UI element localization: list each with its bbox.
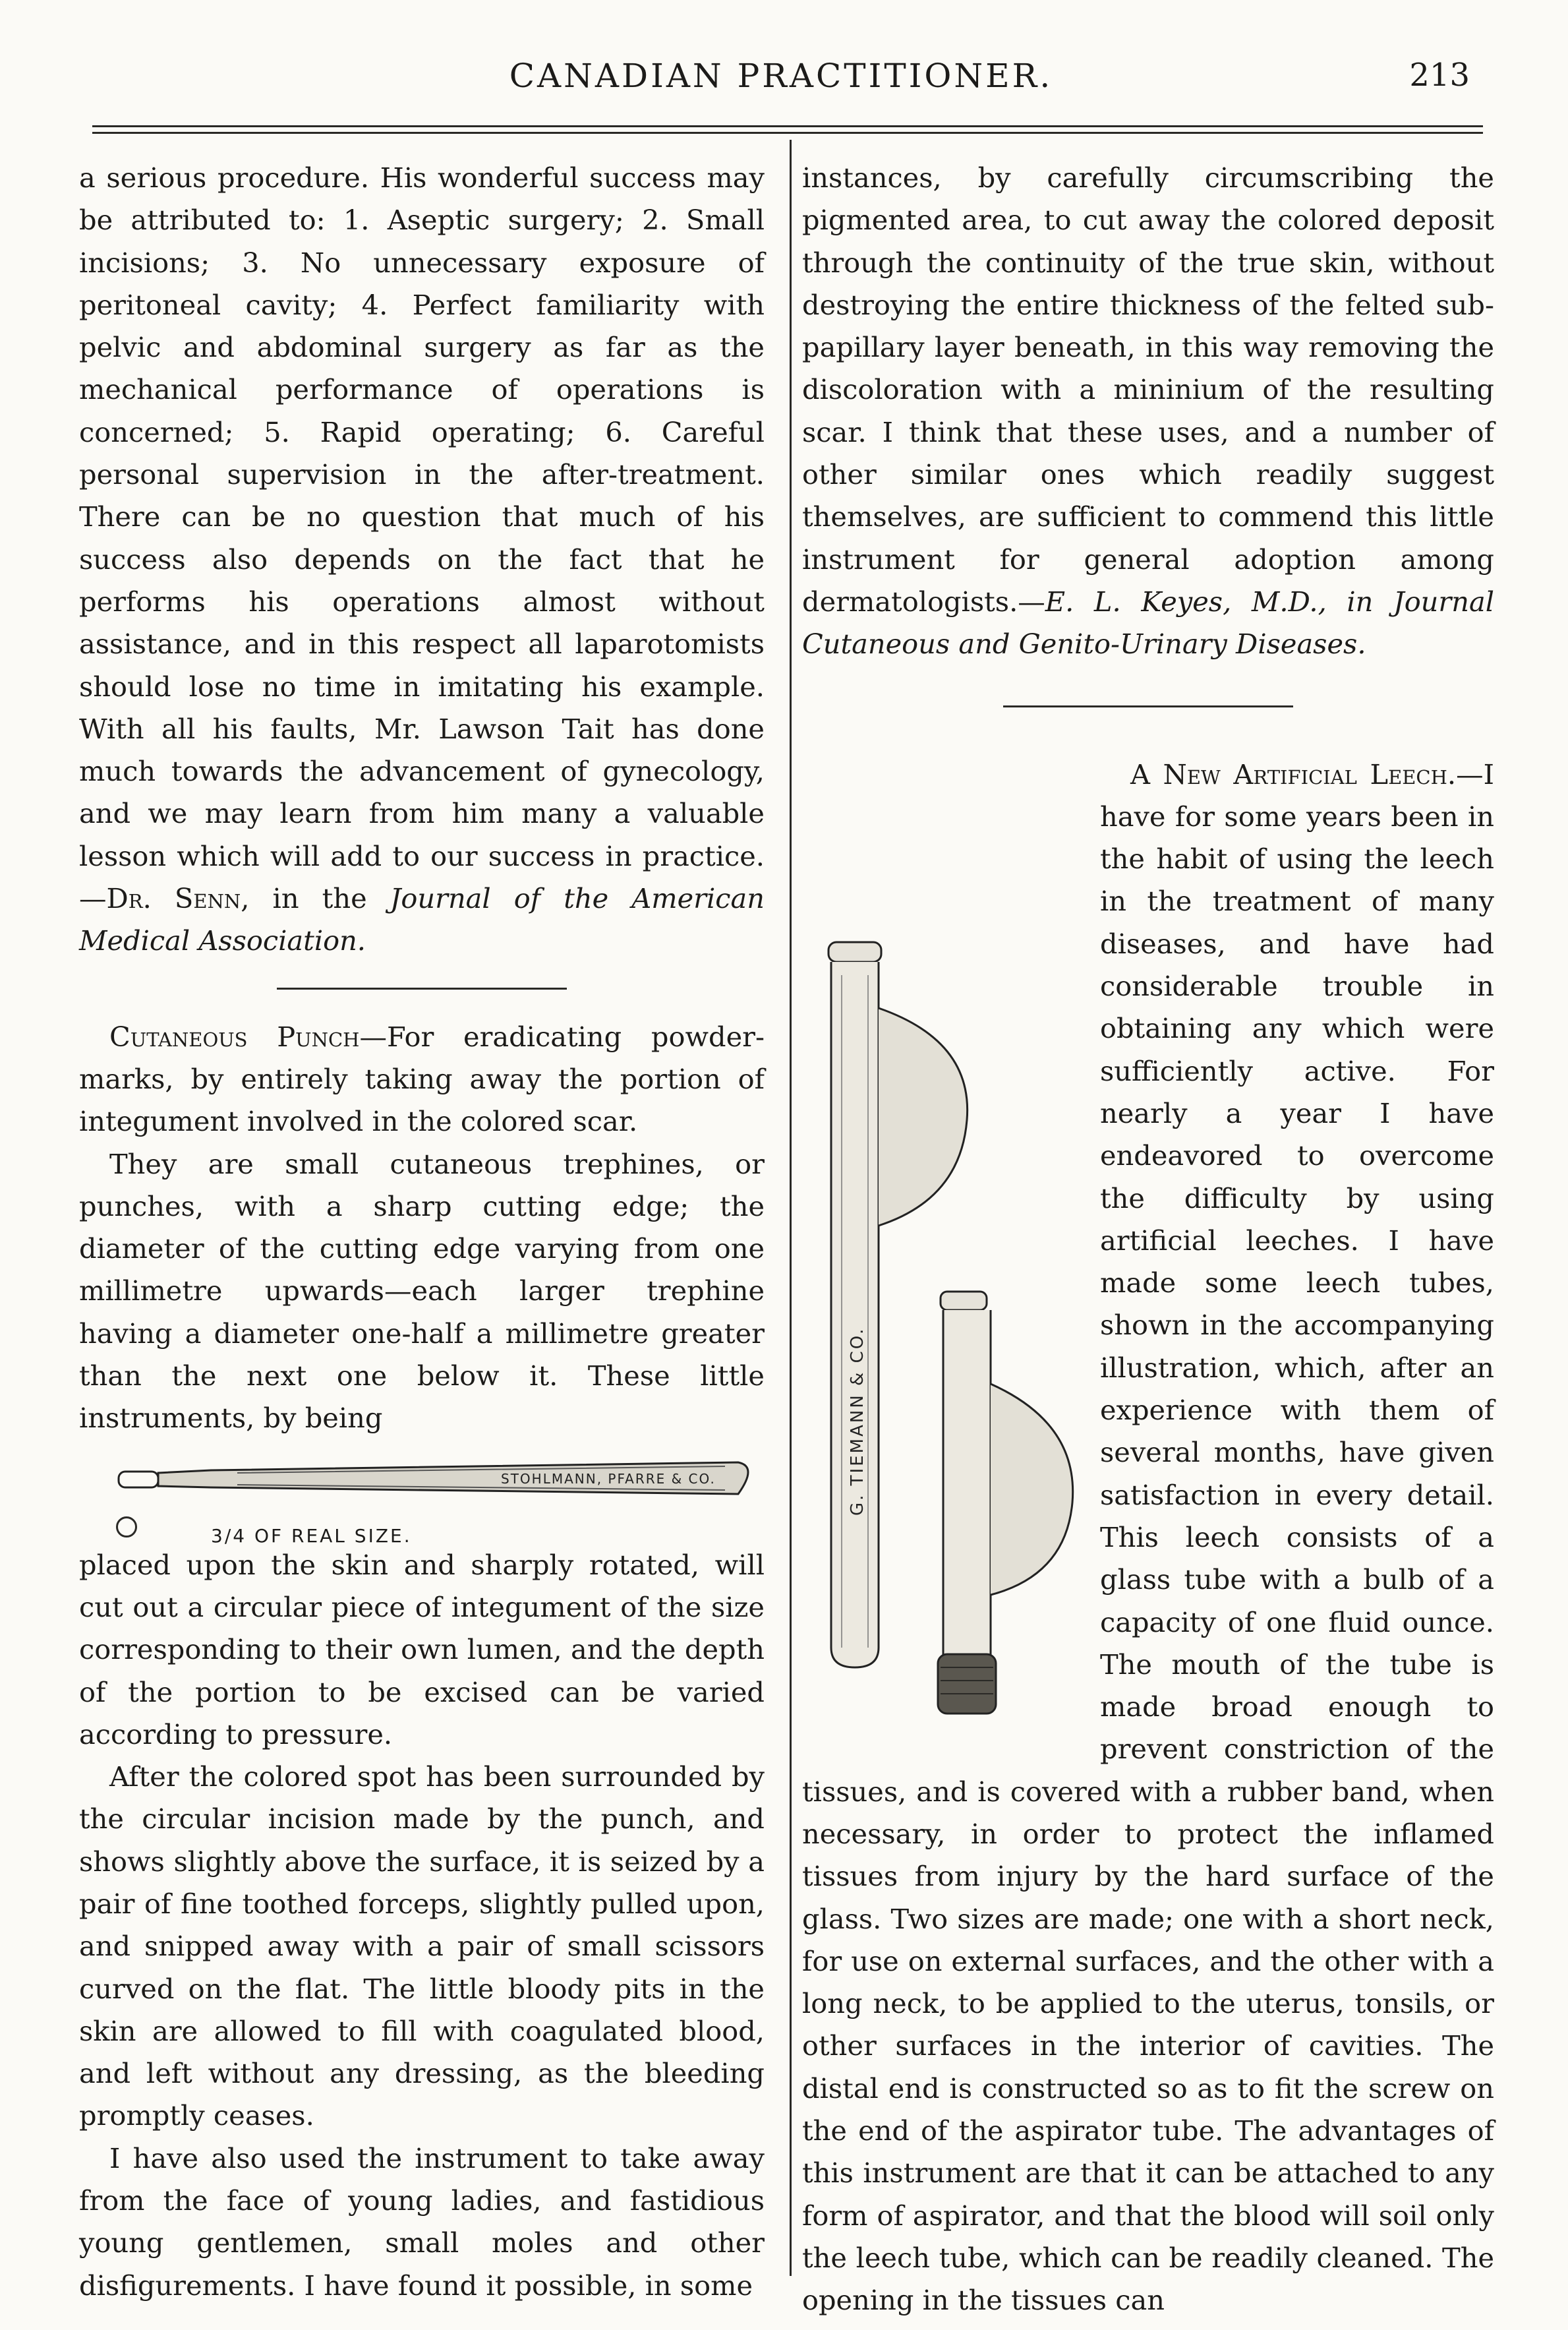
long-tube-bulb — [879, 1008, 968, 1226]
running-title: CANADIAN PRACTITIONER. — [509, 57, 1053, 95]
punch-stamp: STOHLMANN, PFARRE & CO. — [501, 1470, 716, 1487]
leech-figure — [802, 922, 1092, 1747]
column-divider — [790, 140, 792, 2276]
punch-heading: Cutaneous Punch — [109, 1020, 360, 1053]
left-column — [79, 157, 765, 2307]
tait-paragraph: a serious procedure. His wonderful success may be attributed to: 1. Aseptic surgery; 2. Small incisions; 3. No unnecessary exposure of peritoneal cavity; 4. Perfect familiarity with pelvic and abdominal surgery as far as the mechanical performance of operations is concerned; 5. Rapid operating; 6. Careful personal supervision in the after-treatment. There can be no question that much of his success also depends on the fact that he performs his operations almost without assistance, and in this respect all laparotomists should lose no time in imitating his example. With all his faults, Mr. Lawson Tait has done much towards the advancement of gynecology, and we may learn from him many a valuable lesson which will add to our success in practice.—Dr. Senn, in the Journal of the American Medical Association. — [79, 162, 765, 957]
leech-heading: A New Artificial Leech. — [1130, 758, 1457, 791]
punch-figure — [79, 1447, 765, 1547]
punch-intro: Cutaneous Punch—For eradicating powder-marks, by entirely taking away the portion of integument involved in the colored scar. — [79, 1020, 765, 1138]
right-column — [802, 157, 1494, 2322]
leech-stamp: G. TIEMANN & CO. — [848, 1327, 867, 1516]
leech-illustration — [802, 922, 1092, 1747]
keyes-paragraph: instances, by carefully circumscribing the pigmented area, to cut away the colored deposit through the continuity of the true skin, without destroying the entire thickness of the felted sub-papillary layer beneath, in this way removing the discoloration with a mininium of the resulting scar. I think that these uses, and a number of other similar ones which readily suggest themselves, are sufficient to commend this little instrument for general adoption among dermatologists.—E. L. Keyes, M.D., in Journal Cutaneous and Genito-Urinary Diseases. — [802, 162, 1494, 661]
rubber-band — [938, 1654, 996, 1714]
long-tube-body — [831, 962, 879, 1667]
author-senn: Dr. Senn — [106, 882, 241, 915]
section-separator — [277, 988, 567, 990]
punch-tip — [119, 1472, 158, 1487]
punch-illustration — [105, 1447, 765, 1519]
page-header — [66, 57, 1496, 109]
punch-paragraph-2: placed upon the skin and sharply rotated, will cut out a circular piece of integument of the size corresponding to their own lumen, and the depth of the portion to be excised can be varied according to pressure. — [79, 1548, 765, 1750]
page-number: 213 — [1409, 57, 1470, 94]
punch-paragraph-4: I have also used the instrument to take away from the face of young ladies, and fastidious young gentlemen, small moles and other disfigurements. I have found it possible, in some — [79, 2141, 765, 2302]
punch-paragraph-1: They are small cutaneous trephines, or punches, with a sharp cutting edge; the diameter of the cutting edge varying from one millimetre upwards—each larger trephine having a diameter one-half a millimetre greater than the next one below it. These little instruments, by being — [79, 1147, 765, 1435]
header-rule-top — [92, 125, 1483, 127]
leech-paragraph: A New Artificial Leech.—I have for some years been in the habit of using the leech in the treatment of many diseases, and have had considerable trouble in obtaining any which were sufficiently active. For nearly a year I have endeavored to overcome the difficulty by using artificial leeches. I have made some leech tubes, shown in the accompanying illustration, which, after an experience with them of several months, have given satisfaction in every detail. This leech consists of a glass tube with a bulb of a capacity of one fluid ounce. The mouth of the tube is made broad enough to prevent constriction of the tissues, and is covered with a rubber band, when necessary, in order to protect the inflamed tissues from injury by the hard surface of the glass. Two sizes are made; one with a short neck, for use on external surfaces, and the other with a long neck, to be applied to the uterus, tonsils, or other surfaces in the interior of cavities. The distal end is constructed so as to fit the screw on the end of the aspirator tube. The advantages of this instrument are that it can be attached to any form of aspirator, and that the blood will soil only the leech tube, which can be readily cleaned. The opening in the tissues can — [802, 758, 1494, 2317]
punch-paragraph-3: After the colored spot has been surrounded by the circular incision made by the punch, and shows slightly above the surface, it is seized by a pair of fine toothed forceps, slightly pulled upon, and snipped away with a pair of small scissors curved on the flat. The little bloody pits in the skin are allowed to fill with coagulated blood, and left without any dressing, as the bleeding promptly ceases. — [79, 1760, 765, 2132]
journal-name: Journal of the American Medical Association. — [79, 882, 765, 957]
punch-actual-size-circle — [116, 1516, 137, 1538]
keyes-citation: E. L. Keyes, M.D., in Journal Cutaneous and Genito-Urinary Diseases. — [802, 585, 1494, 661]
header-rule-bottom — [92, 132, 1483, 134]
short-tube-bulb — [991, 1384, 1073, 1595]
punch-caption: 3/4 OF REAL SIZE. — [211, 1524, 412, 1547]
short-tube-body — [943, 1310, 991, 1694]
section-separator-right — [1003, 705, 1293, 707]
